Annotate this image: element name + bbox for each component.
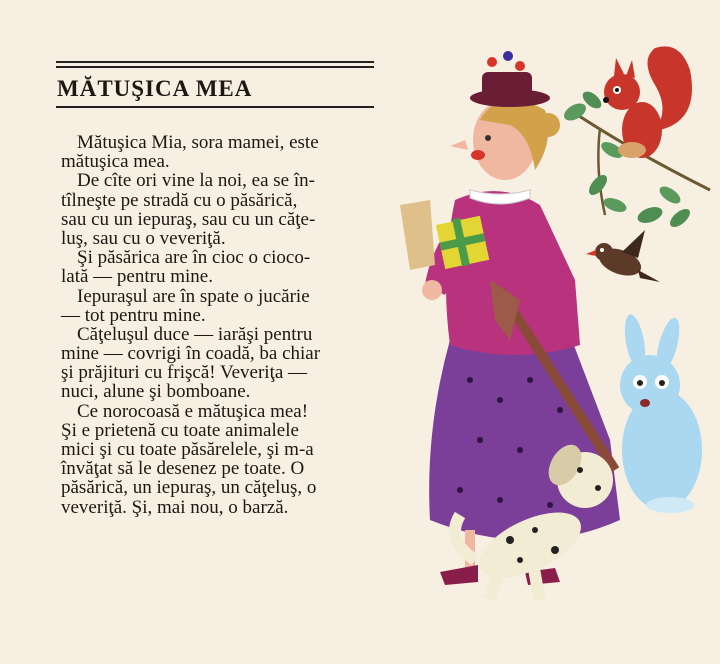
story-title: MĂTUŞICA MEA [57,76,253,101]
story-line: păsărică, un iepuraş, un căţeluş, o [61,477,317,499]
bird [586,230,660,282]
story-text [61,133,381,517]
story-line: şi prăjituri cu frişcă! Veveriţa — [61,362,308,384]
story-line: — tot pentru mine. [61,304,206,326]
illustration [370,0,720,664]
rabbit [620,313,702,513]
story-line: Mătuşica Mia, sora mamei, este [77,132,319,153]
squirrel [603,46,692,158]
story-line: Şi e prietenă cu toate animalele [61,419,299,441]
story-line: Iepuraşul are în spate o jucărie [77,285,310,307]
story-line: tîlneşte pe stradă cu o păsărică, [61,189,298,211]
story-line: învăţat să le desenez pe toate. O [61,458,305,480]
story-line: De cîte ori vine la noi, ea se în- [77,170,315,192]
story-line: veveriţă. Şi, mai nou, o barză. [61,496,289,518]
story-line: nuci, alune şi bomboane. [61,381,251,403]
story-line: Căţeluşul duce — iarăşi pentru [77,323,313,345]
story-line: Şi păsărica are în cioc o cioco- [77,247,311,269]
title-rule-top-inner [56,66,374,68]
story-line: mine — covrigi în coadă, ba chiar [61,343,321,365]
story-line: sau cu un iepuraş, sau cu un căţe- [61,208,316,230]
story-line: mătuşica mea. [61,151,170,173]
story-line: lată — pentru mine. [61,266,213,288]
title-rule-bottom [56,106,374,108]
story-line: Ce norocoasă e mătuşica mea! [77,400,309,422]
story-line: mici şi cu toate păsărelele, şi m-a [61,439,314,460]
story-line: luş, sau cu o veveriţă. [61,227,226,249]
title-rule-top [56,61,374,63]
